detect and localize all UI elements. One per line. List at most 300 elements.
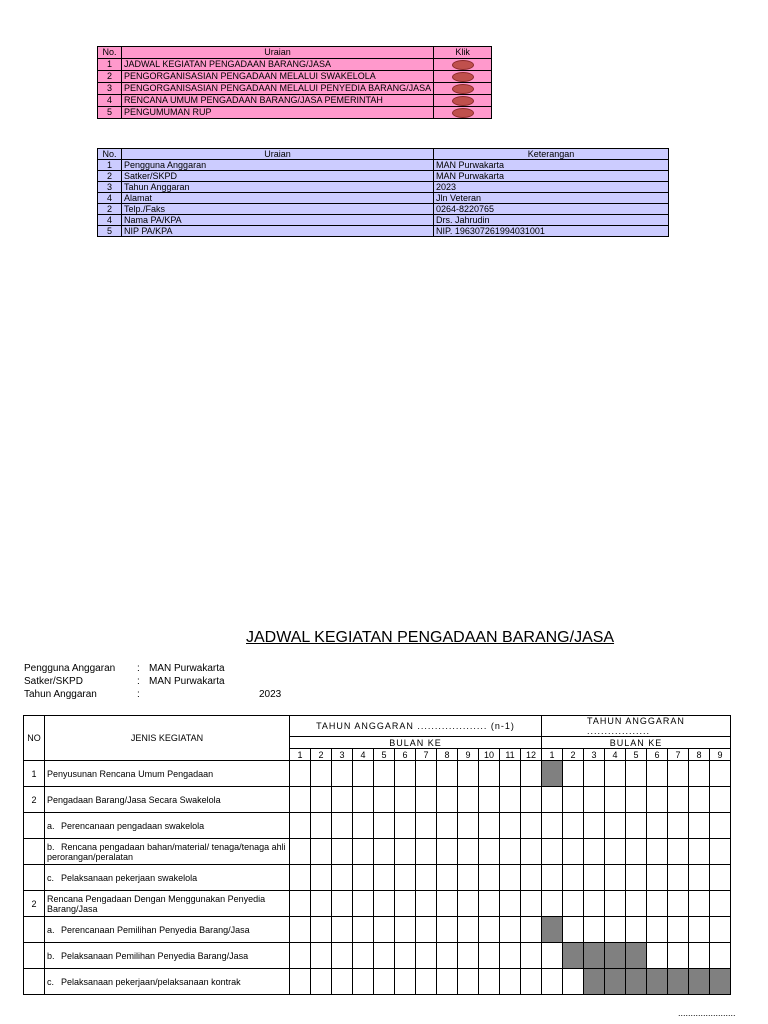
info-row [98,193,669,204]
gantt-cell-prev [416,787,437,813]
gantt-cell-prev [521,943,542,969]
gantt-cell-prev [500,839,521,865]
gantt-cell-prev [311,969,332,995]
meta-row-satker [24,676,225,688]
gantt-cell-prev [332,891,353,917]
document-title: JADWAL KEGIATAN PENGADAAN BARANG/JASA [246,629,615,646]
gantt-cell-cur [563,891,584,917]
gantt-cell-prev [500,787,521,813]
gantt-cell-cur [689,787,710,813]
schedule-row-jenis [45,761,290,787]
gantt-cell-prev [416,865,437,891]
month-prev-cell: 10 [479,749,500,761]
gantt-cell-cur [647,891,668,917]
meta-row-tahun [24,689,281,701]
gantt-cell-prev [458,969,479,995]
schedule-row-text: Pelaksanaan Pemilihan Penyedia Barang/Jasa [61,950,249,961]
schedule-row-jenis [45,839,290,865]
gantt-cell-cur [563,917,584,943]
month-prev-cell: 6 [395,749,416,761]
gantt-cell-prev [437,969,458,995]
schedule-row-jenis [45,865,290,891]
info-row-no: 3 [98,182,122,193]
menu-row-no: 4 [98,95,122,107]
month-prev-cell: 9 [458,749,479,761]
gantt-cell-cur [584,839,605,865]
gantt-cell-prev [290,865,311,891]
gantt-cell-prev [500,891,521,917]
gantt-cell-prev [374,865,395,891]
gantt-cell-cur [563,787,584,813]
gantt-cell-cur [605,813,626,839]
gantt-cell-cur [605,969,626,995]
month-cur-cell: 1 [542,749,563,761]
info-row-keterangan: Drs. Jahrudin [434,215,669,226]
menu-row [98,83,492,95]
menu-header-no: No. [98,47,122,59]
gantt-cell-prev [437,891,458,917]
info-row-no: 4 [98,193,122,204]
gantt-cell-cur [689,969,710,995]
gantt-cell-cur [584,891,605,917]
gantt-cell-prev [395,917,416,943]
gantt-cell-cur [647,761,668,787]
gantt-cell-cur [710,787,731,813]
gantt-cell-cur [668,761,689,787]
schedule-row [24,761,731,787]
gantt-cell-prev [521,865,542,891]
gantt-cell-cur [668,891,689,917]
gantt-cell-prev [353,761,374,787]
schedule-row-no: 1 [24,761,45,787]
gantt-cell-cur [689,865,710,891]
footer-dots: ....................... [678,1008,736,1018]
gantt-cell-prev [395,891,416,917]
gantt-cell-prev [437,839,458,865]
menu-row-no: 3 [98,83,122,95]
gantt-cell-cur [605,761,626,787]
schedule-row [24,943,731,969]
menu-klik-cell [434,107,492,119]
month-cur-cell: 6 [647,749,668,761]
gantt-cell-prev [374,761,395,787]
schedule-row-no: 2 [24,787,45,813]
gantt-cell-cur [563,813,584,839]
gantt-cell-cur [542,917,563,943]
gantt-cell-prev [437,943,458,969]
gantt-cell-cur [647,813,668,839]
gantt-cell-prev [479,917,500,943]
gantt-cell-prev [311,917,332,943]
gantt-cell-prev [290,969,311,995]
gantt-cell-cur [584,787,605,813]
gantt-cell-cur [584,917,605,943]
schedule-row-prefix: c. [47,872,55,883]
menu-header-uraian: Uraian [122,47,434,59]
gantt-cell-cur [668,865,689,891]
gantt-cell-cur [542,969,563,995]
gantt-cell-prev [521,787,542,813]
gantt-cell-prev [311,891,332,917]
gantt-cell-prev [395,943,416,969]
gantt-cell-prev [332,761,353,787]
meta-value: 2023 [259,689,282,700]
gantt-cell-prev [374,787,395,813]
schedule-row-no [24,839,45,865]
gantt-cell-cur [584,943,605,969]
month-cur-cell: 3 [584,749,605,761]
gantt-cell-cur [542,813,563,839]
info-header-no: No. [98,149,122,160]
gantt-cell-prev [311,813,332,839]
gantt-cell-prev [437,787,458,813]
schedule-row [24,813,731,839]
menu-row-no: 1 [98,59,122,71]
gantt-cell-prev [395,865,416,891]
gantt-cell-prev [311,761,332,787]
schedule-row-no: 2 [24,891,45,917]
gantt-cell-prev [479,787,500,813]
gantt-cell-prev [353,813,374,839]
gantt-cell-cur [605,839,626,865]
menu-klik-cell [434,95,492,107]
gantt-cell-cur [710,891,731,917]
schedule-row-jenis [45,891,290,917]
gantt-cell-cur [647,865,668,891]
menu-header-row [98,47,492,59]
gantt-cell-prev [353,891,374,917]
info-row-no: 2 [98,171,122,182]
month-prev-cell: 2 [311,749,332,761]
gantt-cell-cur [542,761,563,787]
klik-button[interactable] [452,72,474,82]
gantt-cell-cur [542,787,563,813]
gantt-cell-prev [479,969,500,995]
gantt-cell-prev [521,917,542,943]
schedule-row-prefix: a. [47,924,55,935]
gantt-cell-prev [311,839,332,865]
info-row-no: 1 [98,160,122,171]
gantt-cell-prev [332,787,353,813]
gantt-cell-prev [521,891,542,917]
gantt-cell-prev [416,839,437,865]
schedule-header-no: NO [24,716,45,761]
gantt-cell-cur [689,813,710,839]
schedule-row-text: Perencanaan Pemilihan Penyedia Barang/Jasa [61,924,250,935]
month-cur-cell: 4 [605,749,626,761]
gantt-cell-prev [458,761,479,787]
meta-label: Pengguna Anggaran [24,663,116,674]
gantt-cell-cur [689,917,710,943]
info-row-uraian: Nama PA/KPA [122,215,434,226]
gantt-cell-prev [437,865,458,891]
gantt-cell-prev [521,813,542,839]
gantt-cell-prev [437,813,458,839]
schedule-row-text: Pelaksanaan pekerjaan swakelola [61,872,198,883]
gantt-cell-cur [689,943,710,969]
gantt-cell-prev [374,839,395,865]
schedule-row [24,865,731,891]
info-row-uraian: Alamat [122,193,434,204]
menu-header-klik: Klik [434,47,492,59]
gantt-cell-cur [710,813,731,839]
gantt-cell-prev [290,917,311,943]
gantt-cell-prev [437,761,458,787]
gantt-cell-prev [458,917,479,943]
schedule-row-prefix: b. [47,950,55,961]
gantt-cell-cur [647,839,668,865]
gantt-cell-prev [332,969,353,995]
schedule-table [23,715,731,995]
info-row-keterangan: NIP. 196307261994031001 [434,226,669,237]
klik-button[interactable] [452,96,474,106]
gantt-cell-cur [710,865,731,891]
schedule-row-no [24,865,45,891]
meta-value: MAN Purwakarta [149,676,225,687]
schedule-row [24,917,731,943]
schedule-header-year-cur: TAHUN ANGGARAN .................. [542,716,731,737]
info-row-no: 4 [98,215,122,226]
gantt-cell-prev [500,943,521,969]
gantt-cell-prev [479,761,500,787]
gantt-cell-prev [374,891,395,917]
month-cur-cell: 9 [710,749,731,761]
schedule-header-bulan-cur: BULAN KE [542,737,731,749]
schedule-row-no [24,917,45,943]
gantt-cell-prev [479,865,500,891]
gantt-cell-prev [311,865,332,891]
klik-button[interactable] [452,108,474,118]
gantt-cell-cur [710,761,731,787]
gantt-cell-prev [416,969,437,995]
gantt-cell-cur [626,787,647,813]
gantt-cell-prev [479,943,500,969]
gantt-cell-prev [353,943,374,969]
schedule-row-jenis [45,917,290,943]
month-prev-cell: 7 [416,749,437,761]
gantt-cell-cur [668,917,689,943]
gantt-cell-prev [521,969,542,995]
gantt-cell-prev [416,891,437,917]
gantt-cell-cur [542,891,563,917]
menu-row-uraian: PENGUMUMAN RUP [122,107,434,119]
schedule-header-bulan-prev: BULAN KE [290,737,542,749]
schedule-row-no [24,943,45,969]
schedule-row [24,787,731,813]
menu-row-uraian: RENCANA UMUM PENGADAAN BARANG/JASA PEMERINTAH [122,95,434,107]
gantt-cell-prev [311,787,332,813]
meta-value: MAN Purwakarta [149,663,225,674]
gantt-cell-cur [626,761,647,787]
info-row [98,226,669,237]
info-row-keterangan: MAN Purwakarta [434,171,669,182]
gantt-cell-prev [374,917,395,943]
info-header-row [98,149,669,160]
gantt-cell-prev [458,839,479,865]
gantt-cell-prev [500,969,521,995]
schedule-row [24,969,731,995]
gantt-cell-cur [563,865,584,891]
info-row-uraian: Pengguna Anggaran [122,160,434,171]
gantt-cell-prev [479,839,500,865]
gantt-cell-prev [416,761,437,787]
gantt-cell-prev [290,891,311,917]
schedule-header-row-1 [24,716,731,737]
gantt-cell-cur [689,761,710,787]
gantt-cell-prev [500,865,521,891]
gantt-cell-prev [395,813,416,839]
gantt-cell-cur [626,969,647,995]
gantt-cell-cur [626,891,647,917]
info-row-uraian: Tahun Anggaran [122,182,434,193]
month-prev-cell: 3 [332,749,353,761]
gantt-cell-prev [374,943,395,969]
gantt-cell-cur [563,969,584,995]
gantt-cell-prev [374,969,395,995]
month-prev-cell: 11 [500,749,521,761]
schedule-row-jenis [45,943,290,969]
month-cur-cell: 2 [563,749,584,761]
gantt-cell-prev [416,943,437,969]
menu-row [98,59,492,71]
gantt-cell-cur [668,943,689,969]
menu-row [98,71,492,83]
gantt-cell-cur [647,943,668,969]
month-prev-cell: 1 [290,749,311,761]
gantt-cell-prev [353,787,374,813]
info-row [98,204,669,215]
gantt-cell-prev [458,813,479,839]
gantt-cell-cur [647,787,668,813]
gantt-cell-prev [332,943,353,969]
meta-sep: : [137,689,140,700]
schedule-row [24,891,731,917]
schedule-row-jenis [45,787,290,813]
meta-label: Tahun Anggaran [24,689,97,700]
menu-row-no: 5 [98,107,122,119]
gantt-cell-cur [605,891,626,917]
gantt-cell-prev [458,865,479,891]
meta-row-pengguna [24,663,225,675]
gantt-cell-cur [584,813,605,839]
menu-row-uraian: PENGORGANISASIAN PENGADAAN MELALUI SWAKELOLA [122,71,434,83]
info-table [97,148,669,237]
gantt-cell-prev [332,865,353,891]
klik-button[interactable] [452,84,474,94]
gantt-cell-prev [353,917,374,943]
info-header-keterangan: Keterangan [434,149,669,160]
klik-button[interactable] [452,60,474,70]
gantt-cell-cur [542,865,563,891]
info-row-uraian: Satker/SKPD [122,171,434,182]
gantt-cell-cur [584,761,605,787]
gantt-cell-cur [605,917,626,943]
gantt-cell-cur [668,787,689,813]
gantt-cell-prev [479,891,500,917]
gantt-cell-prev [332,839,353,865]
gantt-cell-prev [290,787,311,813]
info-row-no: 2 [98,204,122,215]
gantt-cell-cur [584,969,605,995]
gantt-cell-cur [563,943,584,969]
schedule-row-no [24,969,45,995]
gantt-cell-cur [563,839,584,865]
month-prev-cell: 4 [353,749,374,761]
gantt-cell-prev [416,917,437,943]
schedule-row-text: Pengadaan Barang/Jasa Secara Swakelola [47,794,221,805]
gantt-cell-prev [458,943,479,969]
gantt-cell-cur [542,839,563,865]
gantt-cell-cur [584,865,605,891]
schedule-row-text: Rencana pengadaan bahan/material/ tenaga/tenaga ahli perorangan/peralatan [47,841,286,862]
gantt-cell-cur [668,813,689,839]
gantt-cell-cur [668,969,689,995]
info-row [98,182,669,193]
gantt-cell-prev [353,865,374,891]
schedule-header-jenis: JENIS KEGIATAN [45,716,290,761]
gantt-cell-prev [353,969,374,995]
gantt-cell-prev [353,839,374,865]
info-row-keterangan: MAN Purwakarta [434,160,669,171]
menu-row-uraian: PENGORGANISASIAN PENGADAAN MELALUI PENYEDIA BARANG/JASA [122,83,434,95]
menu-row-uraian: JADWAL KEGIATAN PENGADAAN BARANG/JASA [122,59,434,71]
info-header-uraian: Uraian [122,149,434,160]
gantt-cell-cur [710,917,731,943]
gantt-cell-cur [605,865,626,891]
menu-table [97,46,492,119]
gantt-cell-prev [395,761,416,787]
gantt-cell-cur [710,943,731,969]
gantt-cell-cur [668,839,689,865]
menu-klik-cell [434,83,492,95]
schedule-header-year-prev: TAHUN ANGGARAN .................... (n-1) [290,716,542,737]
meta-label: Satker/SKPD [24,676,83,687]
info-row-keterangan: 2023 [434,182,669,193]
gantt-cell-prev [290,943,311,969]
menu-klik-cell [434,59,492,71]
schedule-row-prefix: b. [47,841,55,852]
gantt-cell-prev [290,761,311,787]
gantt-cell-prev [521,839,542,865]
gantt-cell-prev [521,761,542,787]
schedule-row-text: Penyusunan Rencana Umum Pengadaan [47,768,214,779]
month-prev-cell: 12 [521,749,542,761]
meta-sep: : [137,676,140,687]
gantt-cell-prev [500,917,521,943]
schedule-row-prefix: a. [47,820,55,831]
month-prev-cell: 5 [374,749,395,761]
gantt-cell-cur [626,813,647,839]
menu-row [98,95,492,107]
gantt-cell-cur [605,787,626,813]
gantt-cell-prev [500,761,521,787]
info-row [98,215,669,226]
month-prev-cell: 8 [437,749,458,761]
gantt-cell-cur [647,917,668,943]
gantt-cell-prev [374,813,395,839]
schedule-row-prefix: c. [47,976,55,987]
info-row [98,160,669,171]
gantt-cell-prev [500,813,521,839]
gantt-cell-cur [689,891,710,917]
gantt-cell-cur [647,969,668,995]
schedule-row [24,839,731,865]
gantt-cell-prev [332,917,353,943]
schedule-row-text: Rencana Pengadaan Dengan Menggunakan Penyedia Barang/Jasa [47,893,266,914]
menu-row [98,107,492,119]
info-row-uraian: Telp./Faks [122,204,434,215]
gantt-cell-cur [626,943,647,969]
